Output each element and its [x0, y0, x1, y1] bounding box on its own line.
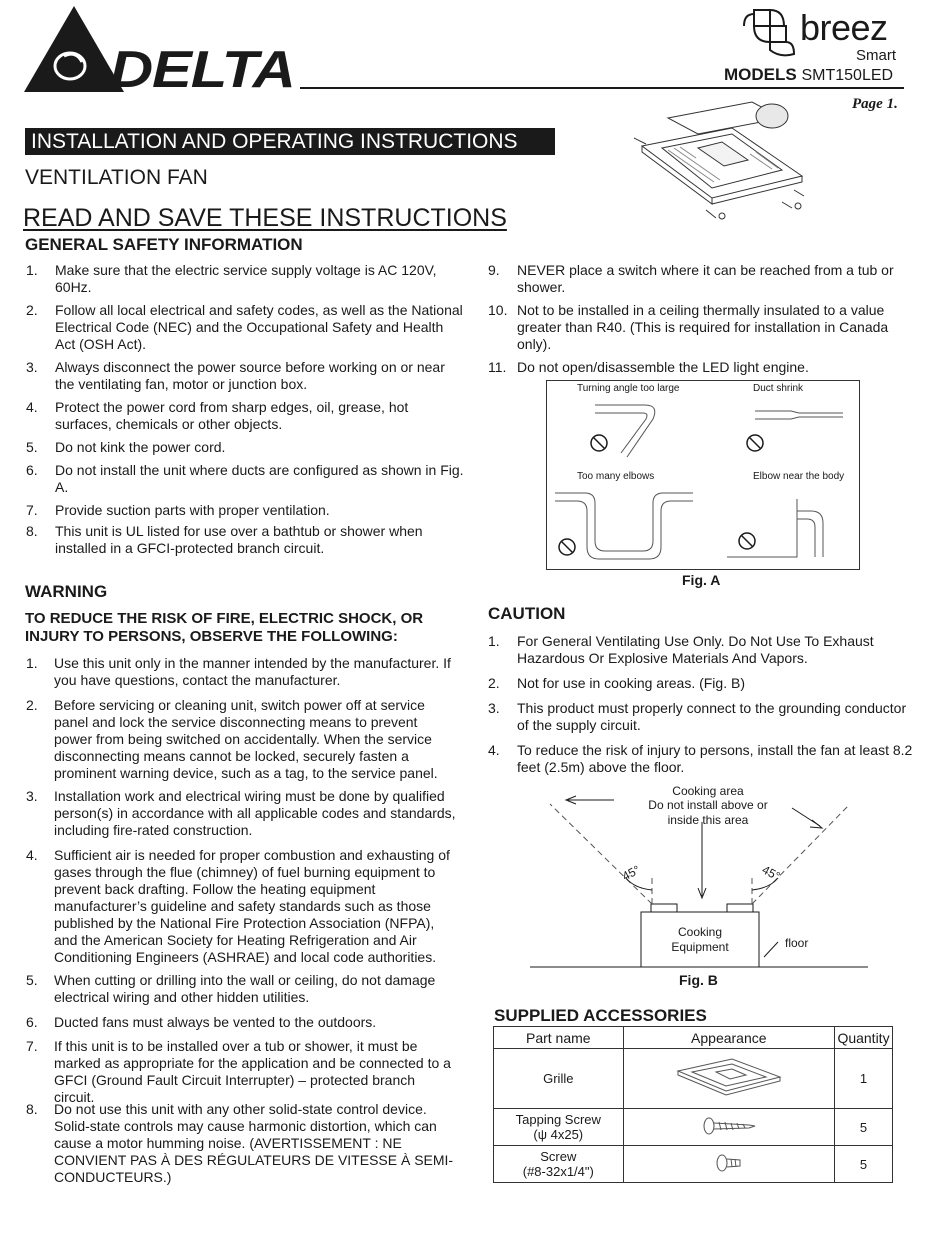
fig-b-area-label: Cooking area	[672, 784, 744, 798]
delta-logo-triangle-icon	[24, 6, 124, 97]
accessories-heading: SUPPLIED ACCESSORIES	[494, 1006, 707, 1025]
breez-logo-icon	[740, 6, 798, 65]
tapping-screw-image	[701, 1115, 757, 1137]
fan-product-illustration	[632, 98, 808, 247]
column-header-quantity: Quantity	[835, 1027, 893, 1049]
fig-b-angle-right: 45°	[759, 862, 783, 884]
fig-b-area-warning: Do not install above or inside this area	[648, 798, 768, 827]
column-header-appearance: Appearance	[623, 1027, 834, 1049]
model-number: SMT150LED	[801, 67, 894, 84]
header-rule	[300, 87, 904, 89]
read-save-heading: READ AND SAVE THESE INSTRUCTIONS	[23, 204, 507, 232]
part-name-cell: Tapping Screw (ψ 4x25)	[494, 1109, 624, 1146]
fig-b-floor-label: floor	[785, 936, 809, 950]
table-header-row	[494, 1027, 893, 1049]
fig-a-diagram	[546, 380, 860, 570]
quantity-cell: 1	[835, 1049, 893, 1109]
models-prefix: MODELS	[724, 65, 797, 84]
delta-logo-wordmark: DELTA	[110, 41, 295, 99]
quantity-cell: 5	[835, 1146, 893, 1183]
fig-a-label-elbows: Too many elbows	[577, 471, 655, 482]
appearance-cell	[623, 1049, 834, 1109]
caution-heading: CAUTION	[488, 604, 566, 623]
page-number: Page 1.	[852, 96, 898, 112]
fig-b-equipment-label: Cooking Equipment	[671, 925, 729, 954]
fig-b-diagram	[530, 782, 870, 968]
fig-a-label-shrink: Duct shrink	[753, 383, 804, 394]
appearance-cell	[623, 1146, 834, 1183]
quantity-cell: 5	[835, 1109, 893, 1146]
table-row	[494, 1146, 893, 1183]
screw-image	[714, 1151, 744, 1175]
table-row	[494, 1109, 893, 1146]
part-name-cell: Grille	[494, 1049, 624, 1109]
column-header-part-name: Part name	[494, 1027, 624, 1049]
document-subtitle: VENTILATION FAN	[25, 166, 208, 189]
fig-a-caption: Fig. A	[682, 572, 721, 588]
table-row	[494, 1049, 893, 1109]
document-title: INSTALLATION AND OPERATING INSTRUCTIONS	[25, 128, 555, 155]
grille-image	[674, 1055, 784, 1099]
warning-subheading: TO REDUCE THE RISK OF FIRE, ELECTRIC SHOCK, OR INJURY TO PERSONS, OBSERVE THE FOLLOWING:	[25, 610, 424, 645]
models-label	[724, 65, 893, 85]
part-name-cell: Screw (#8-32x1/4")	[494, 1146, 624, 1183]
fig-b-angle-left: 45°	[619, 862, 643, 884]
fig-a-label-body-elbow: Elbow near the body	[753, 471, 845, 482]
brand-subtitle: Smart	[856, 47, 897, 64]
fig-b-caption: Fig. B	[679, 972, 718, 988]
accessories-table	[493, 1026, 893, 1183]
warning-heading: WARNING	[25, 582, 108, 601]
brand-name: breez	[800, 7, 888, 48]
appearance-cell	[623, 1109, 834, 1146]
fig-a-label-turning: Turning angle too large	[577, 383, 680, 394]
general-safety-heading: GENERAL SAFETY INFORMATION	[25, 235, 303, 254]
fig-a-drawings	[547, 381, 859, 569]
